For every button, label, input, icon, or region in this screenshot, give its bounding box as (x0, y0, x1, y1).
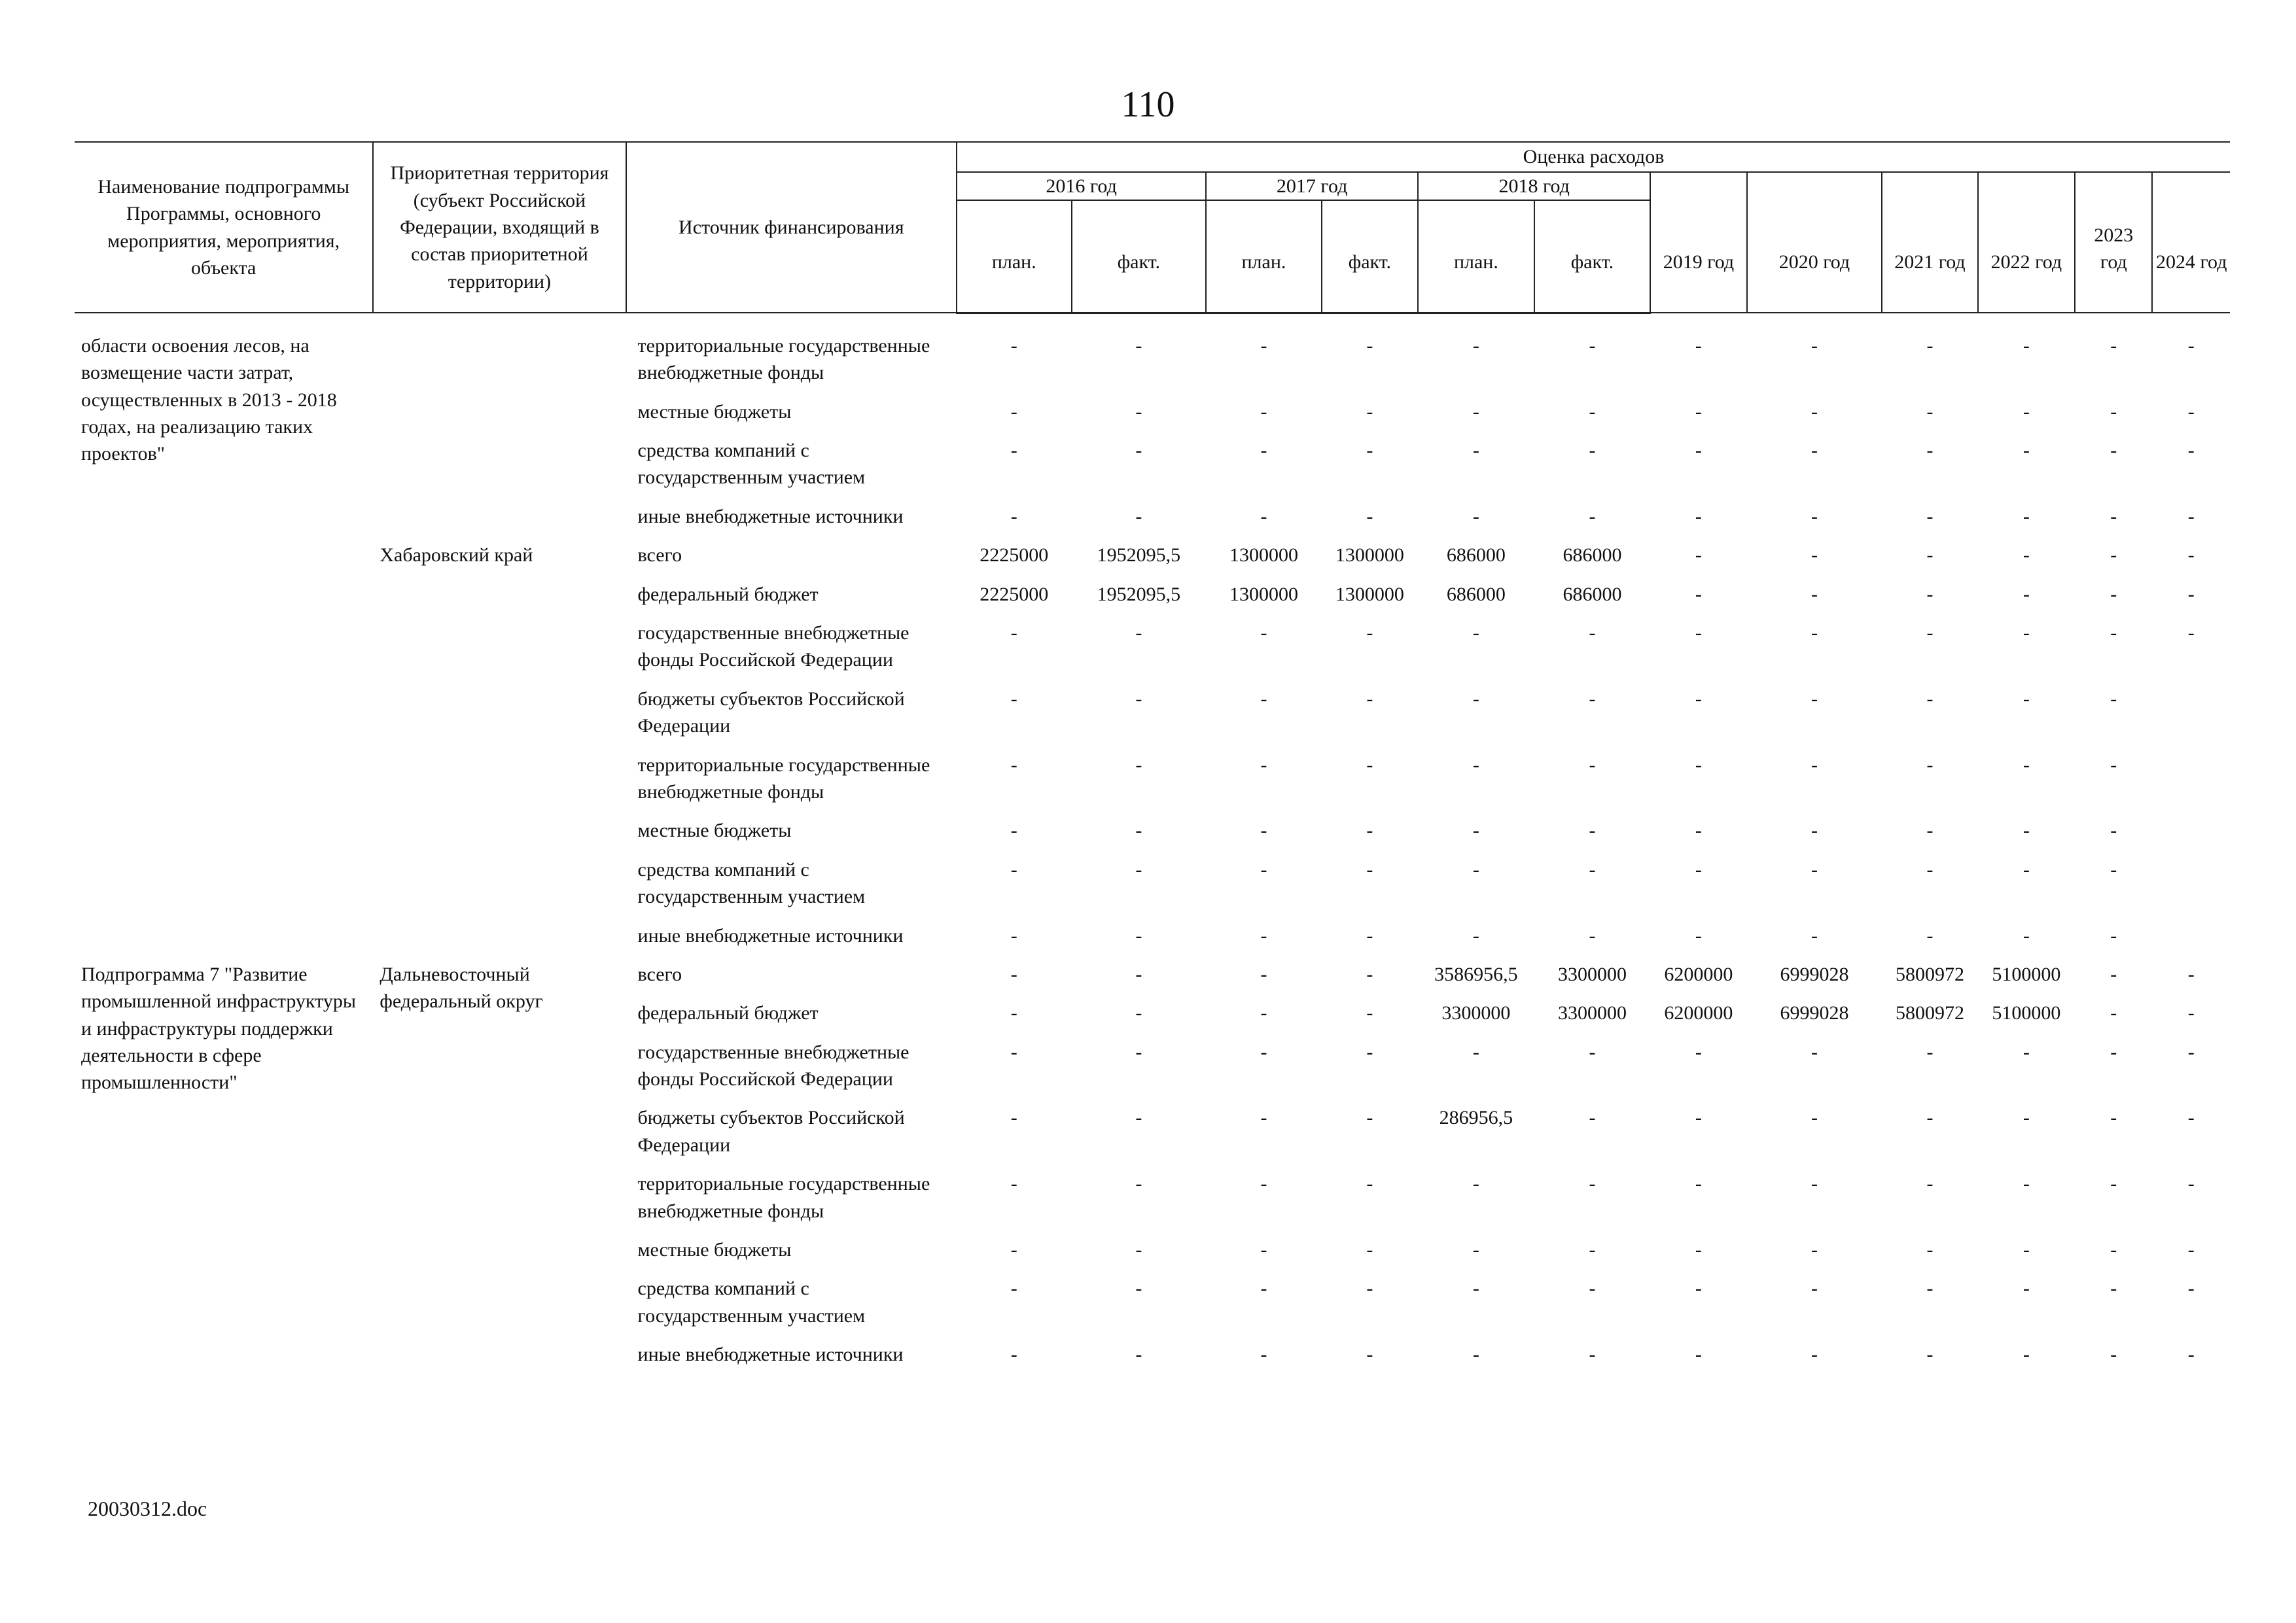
value-cell: - (2110, 1344, 2117, 1366)
item-name: области освоения лесов, на возмещение части затрат, осуществленных в 2013 - 2018 годах, на реализацию таких проектов" (81, 334, 337, 465)
value-cell: - (1695, 583, 1702, 605)
header-year-2019: 2019 год (1650, 172, 1746, 313)
value-cell: - (1260, 688, 1267, 710)
header-territory: Приоритетная территория (субъект Российской Федерации, входящий в состав приоритетной территории) (373, 142, 626, 313)
header-year-2021: 2021 год (1882, 172, 1977, 313)
value-cell: - (1135, 963, 1142, 985)
value-cell: - (1695, 505, 1702, 527)
value-cell: - (1926, 440, 1934, 462)
value-cell: - (1589, 1344, 1596, 1366)
value-cell: 5100000 (1992, 963, 2061, 985)
value-cell: - (1135, 1041, 1142, 1063)
value-cell: - (2187, 1173, 2195, 1195)
value-cell: - (1695, 622, 1702, 644)
value-cell: 5100000 (1992, 1002, 2061, 1024)
value-cell: - (2110, 1002, 2117, 1024)
value-cell: - (1260, 1278, 1267, 1300)
value-cell: - (1472, 820, 1479, 842)
value-cell: - (1810, 688, 1818, 710)
header-year-2020: 2020 год (1747, 172, 1882, 313)
value-cell: - (1926, 334, 1934, 357)
value-cell: - (1589, 688, 1596, 710)
value-cell (2152, 851, 2230, 917)
value-cell: - (1472, 440, 1479, 462)
value-cell: - (1366, 622, 1373, 644)
funding-source: территориальные государственные внебюджетные фонды (637, 334, 930, 384)
value-cell: 2225000 (980, 583, 1049, 605)
value-cell: - (2022, 583, 2030, 605)
value-cell: - (1810, 1344, 1818, 1366)
header-fact-2018: факт. (1534, 200, 1651, 313)
value-cell: - (1135, 1239, 1142, 1261)
funding-source: государственные внебюджетные фонды Российской Федерации (637, 622, 910, 671)
value-cell: - (2022, 858, 2030, 881)
value-cell: - (1926, 400, 1934, 423)
value-cell: - (1810, 544, 1818, 567)
value-cell: - (1810, 1278, 1818, 1300)
value-cell: - (1260, 1107, 1267, 1129)
header-year-2016: 2016 год (957, 172, 1206, 200)
value-cell: 1952095,5 (1097, 583, 1181, 605)
value-cell: - (1926, 688, 1934, 710)
value-cell: - (1810, 400, 1818, 423)
value-cell: - (1589, 858, 1596, 881)
value-cell: - (1010, 400, 1017, 423)
table-row (75, 956, 2230, 994)
value-cell: - (1695, 400, 1702, 423)
value-cell: - (1366, 924, 1373, 947)
value-cell: - (1472, 688, 1479, 710)
value-cell: - (1472, 924, 1479, 947)
value-cell: 686000 (1563, 544, 1622, 567)
expenditure-table (75, 141, 2230, 1375)
value-cell: - (1472, 622, 1479, 644)
value-cell: - (1810, 924, 1818, 947)
expenditure-table-wrapper (75, 141, 2230, 1375)
value-cell: - (2110, 1107, 2117, 1129)
value-cell: - (1926, 1173, 1934, 1195)
value-cell: - (2110, 924, 2117, 947)
value-cell: - (1472, 505, 1479, 527)
header-year-2024: 2024 год (2152, 172, 2230, 313)
header-plan-2017: план. (1206, 200, 1322, 313)
value-cell: - (1695, 858, 1702, 881)
funding-source: иные внебюджетные источники (637, 1344, 904, 1366)
value-cell: - (1810, 1041, 1818, 1063)
value-cell: - (2110, 858, 2117, 881)
value-cell: - (1366, 1107, 1373, 1129)
value-cell: - (1695, 1344, 1702, 1366)
value-cell: - (1810, 505, 1818, 527)
value-cell: - (1366, 1002, 1373, 1024)
value-cell: - (1135, 858, 1142, 881)
value-cell: 3300000 (1441, 1002, 1511, 1024)
value-cell: - (1589, 754, 1596, 776)
value-cell: - (1260, 400, 1267, 423)
value-cell: - (1366, 820, 1373, 842)
value-cell: - (1260, 1239, 1267, 1261)
value-cell: - (1695, 688, 1702, 710)
value-cell: - (1260, 924, 1267, 947)
value-cell: 286956,5 (1439, 1107, 1513, 1129)
value-cell: - (2187, 1041, 2195, 1063)
value-cell: - (1695, 1173, 1702, 1195)
funding-source: местные бюджеты (637, 400, 792, 423)
value-cell: - (2022, 334, 2030, 357)
value-cell: - (1695, 1239, 1702, 1261)
value-cell: - (1366, 858, 1373, 881)
value-cell: - (2022, 440, 2030, 462)
value-cell: - (2110, 583, 2117, 605)
value-cell: - (1472, 1173, 1479, 1195)
funding-source: территориальные государственные внебюджетные фонды (637, 1173, 930, 1222)
value-cell: - (1472, 1344, 1479, 1366)
value-cell: - (1135, 820, 1142, 842)
value-cell: 6200000 (1664, 963, 1733, 985)
value-cell: - (2187, 1278, 2195, 1300)
value-cell: 3300000 (1557, 963, 1627, 985)
value-cell: - (1260, 963, 1267, 985)
value-cell: - (2110, 1278, 2117, 1300)
funding-source: иные внебюджетные источники (637, 505, 904, 527)
value-cell: - (2187, 963, 2195, 985)
header-fact-2017: факт. (1322, 200, 1418, 313)
header-plan-2016: план. (957, 200, 1072, 313)
value-cell: - (1366, 963, 1373, 985)
value-cell: - (1810, 334, 1818, 357)
header-name: Наименование подпрограммы Программы, основного мероприятия, мероприятия, объекта (75, 142, 373, 313)
value-cell: - (1010, 858, 1017, 881)
value-cell: - (2022, 505, 2030, 527)
value-cell: - (1695, 924, 1702, 947)
value-cell: - (2110, 820, 2117, 842)
value-cell: - (2110, 334, 2117, 357)
value-cell: - (2022, 924, 2030, 947)
value-cell: 686000 (1563, 583, 1622, 605)
value-cell: - (1135, 400, 1142, 423)
territory (373, 327, 626, 536)
value-cell: - (1695, 1107, 1702, 1129)
funding-source: средства компаний с государственным участием (637, 440, 866, 489)
value-cell: - (1472, 400, 1479, 423)
value-cell: - (1366, 334, 1373, 357)
funding-source: иные внебюджетные источники (637, 924, 904, 947)
value-cell: - (1926, 544, 1934, 567)
value-cell: - (2022, 688, 2030, 710)
value-cell: - (1589, 924, 1596, 947)
value-cell: - (2110, 688, 2117, 710)
value-cell: - (1260, 820, 1267, 842)
value-cell: - (1926, 754, 1934, 776)
value-cell: - (2110, 1239, 2117, 1261)
value-cell: - (1695, 1278, 1702, 1300)
value-cell: - (1366, 1041, 1373, 1063)
item-name: Подпрограмма 7 "Развитие промышленной инфраструктуры и инфраструктуры поддержки деятельности в сфере промышленности" (81, 963, 356, 1094)
value-cell: - (1260, 1002, 1267, 1024)
value-cell: 1300000 (1229, 583, 1298, 605)
value-cell: - (1010, 334, 1017, 357)
value-cell: - (1926, 1041, 1934, 1063)
value-cell: - (1926, 1239, 1934, 1261)
value-cell: - (2022, 754, 2030, 776)
value-cell: - (1472, 1278, 1479, 1300)
value-cell: - (1260, 1344, 1267, 1366)
value-cell: - (1260, 334, 1267, 357)
value-cell: - (1010, 505, 1017, 527)
value-cell: - (1589, 622, 1596, 644)
value-cell: - (1926, 583, 1934, 605)
value-cell: - (2187, 334, 2195, 357)
value-cell: - (1589, 1173, 1596, 1195)
value-cell: - (1135, 754, 1142, 776)
value-cell: 6999028 (1780, 1002, 1849, 1024)
funding-source: всего (637, 963, 682, 985)
value-cell: - (1010, 622, 1017, 644)
value-cell: - (1010, 1041, 1017, 1063)
value-cell: - (2022, 1041, 2030, 1063)
value-cell: - (1589, 400, 1596, 423)
value-cell: - (1472, 858, 1479, 881)
value-cell: - (1010, 1278, 1017, 1300)
header-year-2018: 2018 год (1418, 172, 1650, 200)
value-cell: - (1472, 334, 1479, 357)
value-cell: 2225000 (980, 544, 1049, 567)
value-cell: - (1135, 1002, 1142, 1024)
value-cell: - (1135, 1173, 1142, 1195)
value-cell: - (1810, 754, 1818, 776)
value-cell: 1300000 (1335, 583, 1404, 605)
value-cell: - (1260, 1173, 1267, 1195)
value-cell: - (2022, 1278, 2030, 1300)
value-cell: - (1010, 1344, 1017, 1366)
value-cell: - (1810, 1107, 1818, 1129)
value-cell: - (1366, 1278, 1373, 1300)
value-cell: 5800972 (1895, 963, 1964, 985)
value-cell: 686000 (1446, 583, 1506, 605)
funding-source: бюджеты субъектов Российской Федерации (637, 688, 905, 737)
value-cell: - (1366, 440, 1373, 462)
value-cell: - (1366, 754, 1373, 776)
value-cell: - (1926, 505, 1934, 527)
value-cell: - (2187, 1002, 2195, 1024)
funding-source: территориальные государственные внебюджетные фонды (637, 754, 930, 803)
value-cell: - (1366, 1344, 1373, 1366)
value-cell: 3300000 (1557, 1002, 1627, 1024)
value-cell: - (1472, 1239, 1479, 1261)
funding-source: федеральный бюджет (637, 1002, 819, 1024)
value-cell: - (1010, 820, 1017, 842)
value-cell: - (1926, 924, 1934, 947)
value-cell: - (1589, 1239, 1596, 1261)
value-cell: - (1810, 622, 1818, 644)
header-estimate: Оценка расходов (957, 142, 2230, 172)
value-cell: 3586956,5 (1434, 963, 1518, 985)
value-cell: - (1810, 858, 1818, 881)
value-cell: - (2110, 622, 2117, 644)
value-cell: 1300000 (1335, 544, 1404, 567)
value-cell: - (1135, 622, 1142, 644)
table-header (75, 142, 2230, 313)
value-cell: - (1926, 622, 1934, 644)
value-cell: - (1810, 1239, 1818, 1261)
value-cell: - (1135, 1278, 1142, 1300)
value-cell: 1952095,5 (1097, 544, 1181, 567)
value-cell: 1300000 (1229, 544, 1298, 567)
value-cell: - (2110, 1173, 2117, 1195)
value-cell: - (1260, 440, 1267, 462)
value-cell: - (1366, 400, 1373, 423)
value-cell: 686000 (1446, 544, 1506, 567)
value-cell: - (1695, 440, 1702, 462)
value-cell: - (1589, 820, 1596, 842)
value-cell: - (2110, 754, 2117, 776)
value-cell: - (2187, 1344, 2195, 1366)
value-cell: - (1810, 1173, 1818, 1195)
funding-source: бюджеты субъектов Российской Федерации (637, 1107, 905, 1156)
value-cell: - (1589, 1041, 1596, 1063)
value-cell: - (2187, 583, 2195, 605)
value-cell: - (1589, 440, 1596, 462)
value-cell: - (2187, 1107, 2195, 1129)
value-cell: - (1695, 1041, 1702, 1063)
footer-filename: 20030312.doc (88, 1497, 207, 1520)
value-cell: - (1695, 544, 1702, 567)
value-cell: - (1926, 1278, 1934, 1300)
value-cell: - (1010, 688, 1017, 710)
value-cell: - (2187, 544, 2195, 567)
value-cell: - (1366, 1239, 1373, 1261)
territory: Хабаровский край (380, 544, 533, 567)
value-cell: - (1260, 858, 1267, 881)
funding-source: местные бюджеты (637, 820, 792, 842)
value-cell: - (2022, 544, 2030, 567)
page-number: 110 (1121, 84, 1175, 125)
value-cell: - (1589, 334, 1596, 357)
value-cell: - (1926, 820, 1934, 842)
value-cell: - (2187, 505, 2195, 527)
value-cell: - (1472, 754, 1479, 776)
header-year-2023: 2023 год (2075, 172, 2152, 313)
value-cell: - (1926, 1344, 1934, 1366)
value-cell: - (1010, 924, 1017, 947)
funding-source: государственные внебюджетные фонды Российской Федерации (637, 1041, 910, 1091)
value-cell: - (1260, 754, 1267, 776)
value-cell: - (2022, 400, 2030, 423)
value-cell: - (1135, 1107, 1142, 1129)
value-cell: - (1810, 440, 1818, 462)
value-cell: - (2110, 963, 2117, 985)
value-cell: - (1810, 820, 1818, 842)
item-name (75, 536, 373, 956)
value-cell: - (1810, 583, 1818, 605)
value-cell: - (1010, 963, 1017, 985)
value-cell: 5800972 (1895, 1002, 1964, 1024)
value-cell: - (2110, 544, 2117, 567)
value-cell: - (2187, 400, 2195, 423)
value-cell: - (2022, 1173, 2030, 1195)
header-fact-2016: факт. (1072, 200, 1207, 313)
value-cell: - (1010, 1107, 1017, 1129)
spacer-row (75, 313, 2230, 327)
table-body (75, 313, 2230, 1374)
value-cell: - (2187, 622, 2195, 644)
value-cell: - (1010, 754, 1017, 776)
value-cell: - (2022, 1107, 2030, 1129)
table-row (75, 327, 2230, 393)
value-cell: - (1695, 820, 1702, 842)
value-cell: - (1472, 1041, 1479, 1063)
value-cell (2152, 812, 2230, 850)
value-cell: 6999028 (1780, 963, 1849, 985)
value-cell: - (2110, 1041, 2117, 1063)
funding-source: средства компаний с государственным участием (637, 1278, 866, 1327)
value-cell: - (1589, 505, 1596, 527)
value-cell: - (2022, 1239, 2030, 1261)
value-cell: - (1135, 440, 1142, 462)
value-cell: - (1589, 1107, 1596, 1129)
header-source: Источник финансирования (626, 142, 957, 313)
value-cell: - (2022, 1344, 2030, 1366)
territory: Дальневосточный федеральный округ (380, 963, 543, 1013)
value-cell: - (1366, 688, 1373, 710)
value-cell: - (1366, 1173, 1373, 1195)
table-row (75, 536, 2230, 575)
value-cell: - (1695, 754, 1702, 776)
value-cell: - (1010, 440, 1017, 462)
funding-source: местные бюджеты (637, 1239, 792, 1261)
value-cell (2152, 680, 2230, 746)
value-cell: - (1926, 1107, 1934, 1129)
value-cell: - (2022, 622, 2030, 644)
value-cell: - (1135, 688, 1142, 710)
value-cell: - (2187, 440, 2195, 462)
value-cell: - (1010, 1239, 1017, 1261)
value-cell: - (2110, 400, 2117, 423)
value-cell (2152, 746, 2230, 812)
value-cell: - (1010, 1002, 1017, 1024)
value-cell: 6200000 (1664, 1002, 1733, 1024)
value-cell: - (1260, 622, 1267, 644)
value-cell: - (1926, 858, 1934, 881)
value-cell: - (1589, 1278, 1596, 1300)
value-cell: - (1366, 505, 1373, 527)
funding-source: всего (637, 544, 682, 567)
value-cell: - (1260, 1041, 1267, 1063)
header-plan-2018: план. (1418, 200, 1534, 313)
header-year-2017: 2017 год (1206, 172, 1418, 200)
value-cell: - (1135, 334, 1142, 357)
value-cell (2152, 917, 2230, 956)
funding-source: средства компаний с государственным участием (637, 858, 866, 908)
value-cell: - (2110, 505, 2117, 527)
value-cell: - (1135, 924, 1142, 947)
value-cell: - (2110, 440, 2117, 462)
value-cell: - (1135, 505, 1142, 527)
funding-source: федеральный бюджет (637, 583, 819, 605)
value-cell: - (2022, 820, 2030, 842)
value-cell: - (1260, 505, 1267, 527)
value-cell: - (1695, 334, 1702, 357)
value-cell: - (2187, 1239, 2195, 1261)
header-year-2022: 2022 год (1978, 172, 2075, 313)
value-cell: - (1010, 1173, 1017, 1195)
value-cell: - (1135, 1344, 1142, 1366)
